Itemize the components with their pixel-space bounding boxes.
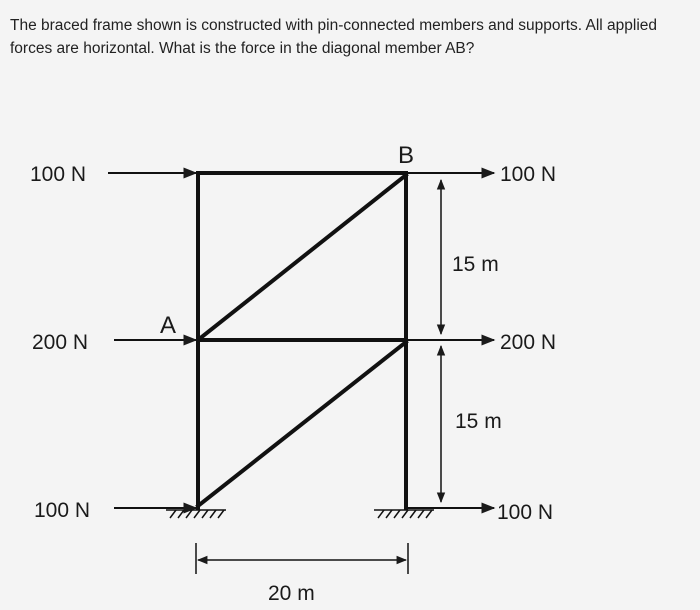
point-label-a: A bbox=[160, 312, 177, 339]
left-force-arrows bbox=[108, 173, 196, 508]
left-middle-force-label: 200 N bbox=[32, 331, 89, 354]
right-bottom-force-label: 100 N bbox=[497, 501, 554, 524]
frame-members bbox=[198, 173, 406, 508]
left-bottom-force-label: 100 N bbox=[34, 499, 91, 522]
question-line-2: forces are horizontal. What is the force in the diagonal member AB? bbox=[10, 40, 475, 57]
width-dimension bbox=[196, 543, 408, 574]
lower-diagonal-member bbox=[198, 342, 406, 506]
left-top-force-label: 100 N bbox=[30, 163, 87, 186]
diagonal-member-ab bbox=[198, 175, 406, 340]
width-label: 20 m bbox=[268, 582, 315, 605]
lower-height-label: 15 m bbox=[455, 410, 502, 433]
right-force-arrows bbox=[408, 173, 494, 508]
question-line-1: The braced frame shown is constructed with pin-connected members and supports. All applied bbox=[10, 17, 658, 34]
right-pin-support bbox=[374, 510, 434, 518]
right-middle-force-label: 200 N bbox=[500, 331, 557, 354]
upper-height-label: 15 m bbox=[452, 253, 499, 276]
right-top-force-label: 100 N bbox=[500, 163, 557, 186]
point-label-b: B bbox=[398, 142, 415, 169]
left-pin-support bbox=[166, 510, 226, 518]
